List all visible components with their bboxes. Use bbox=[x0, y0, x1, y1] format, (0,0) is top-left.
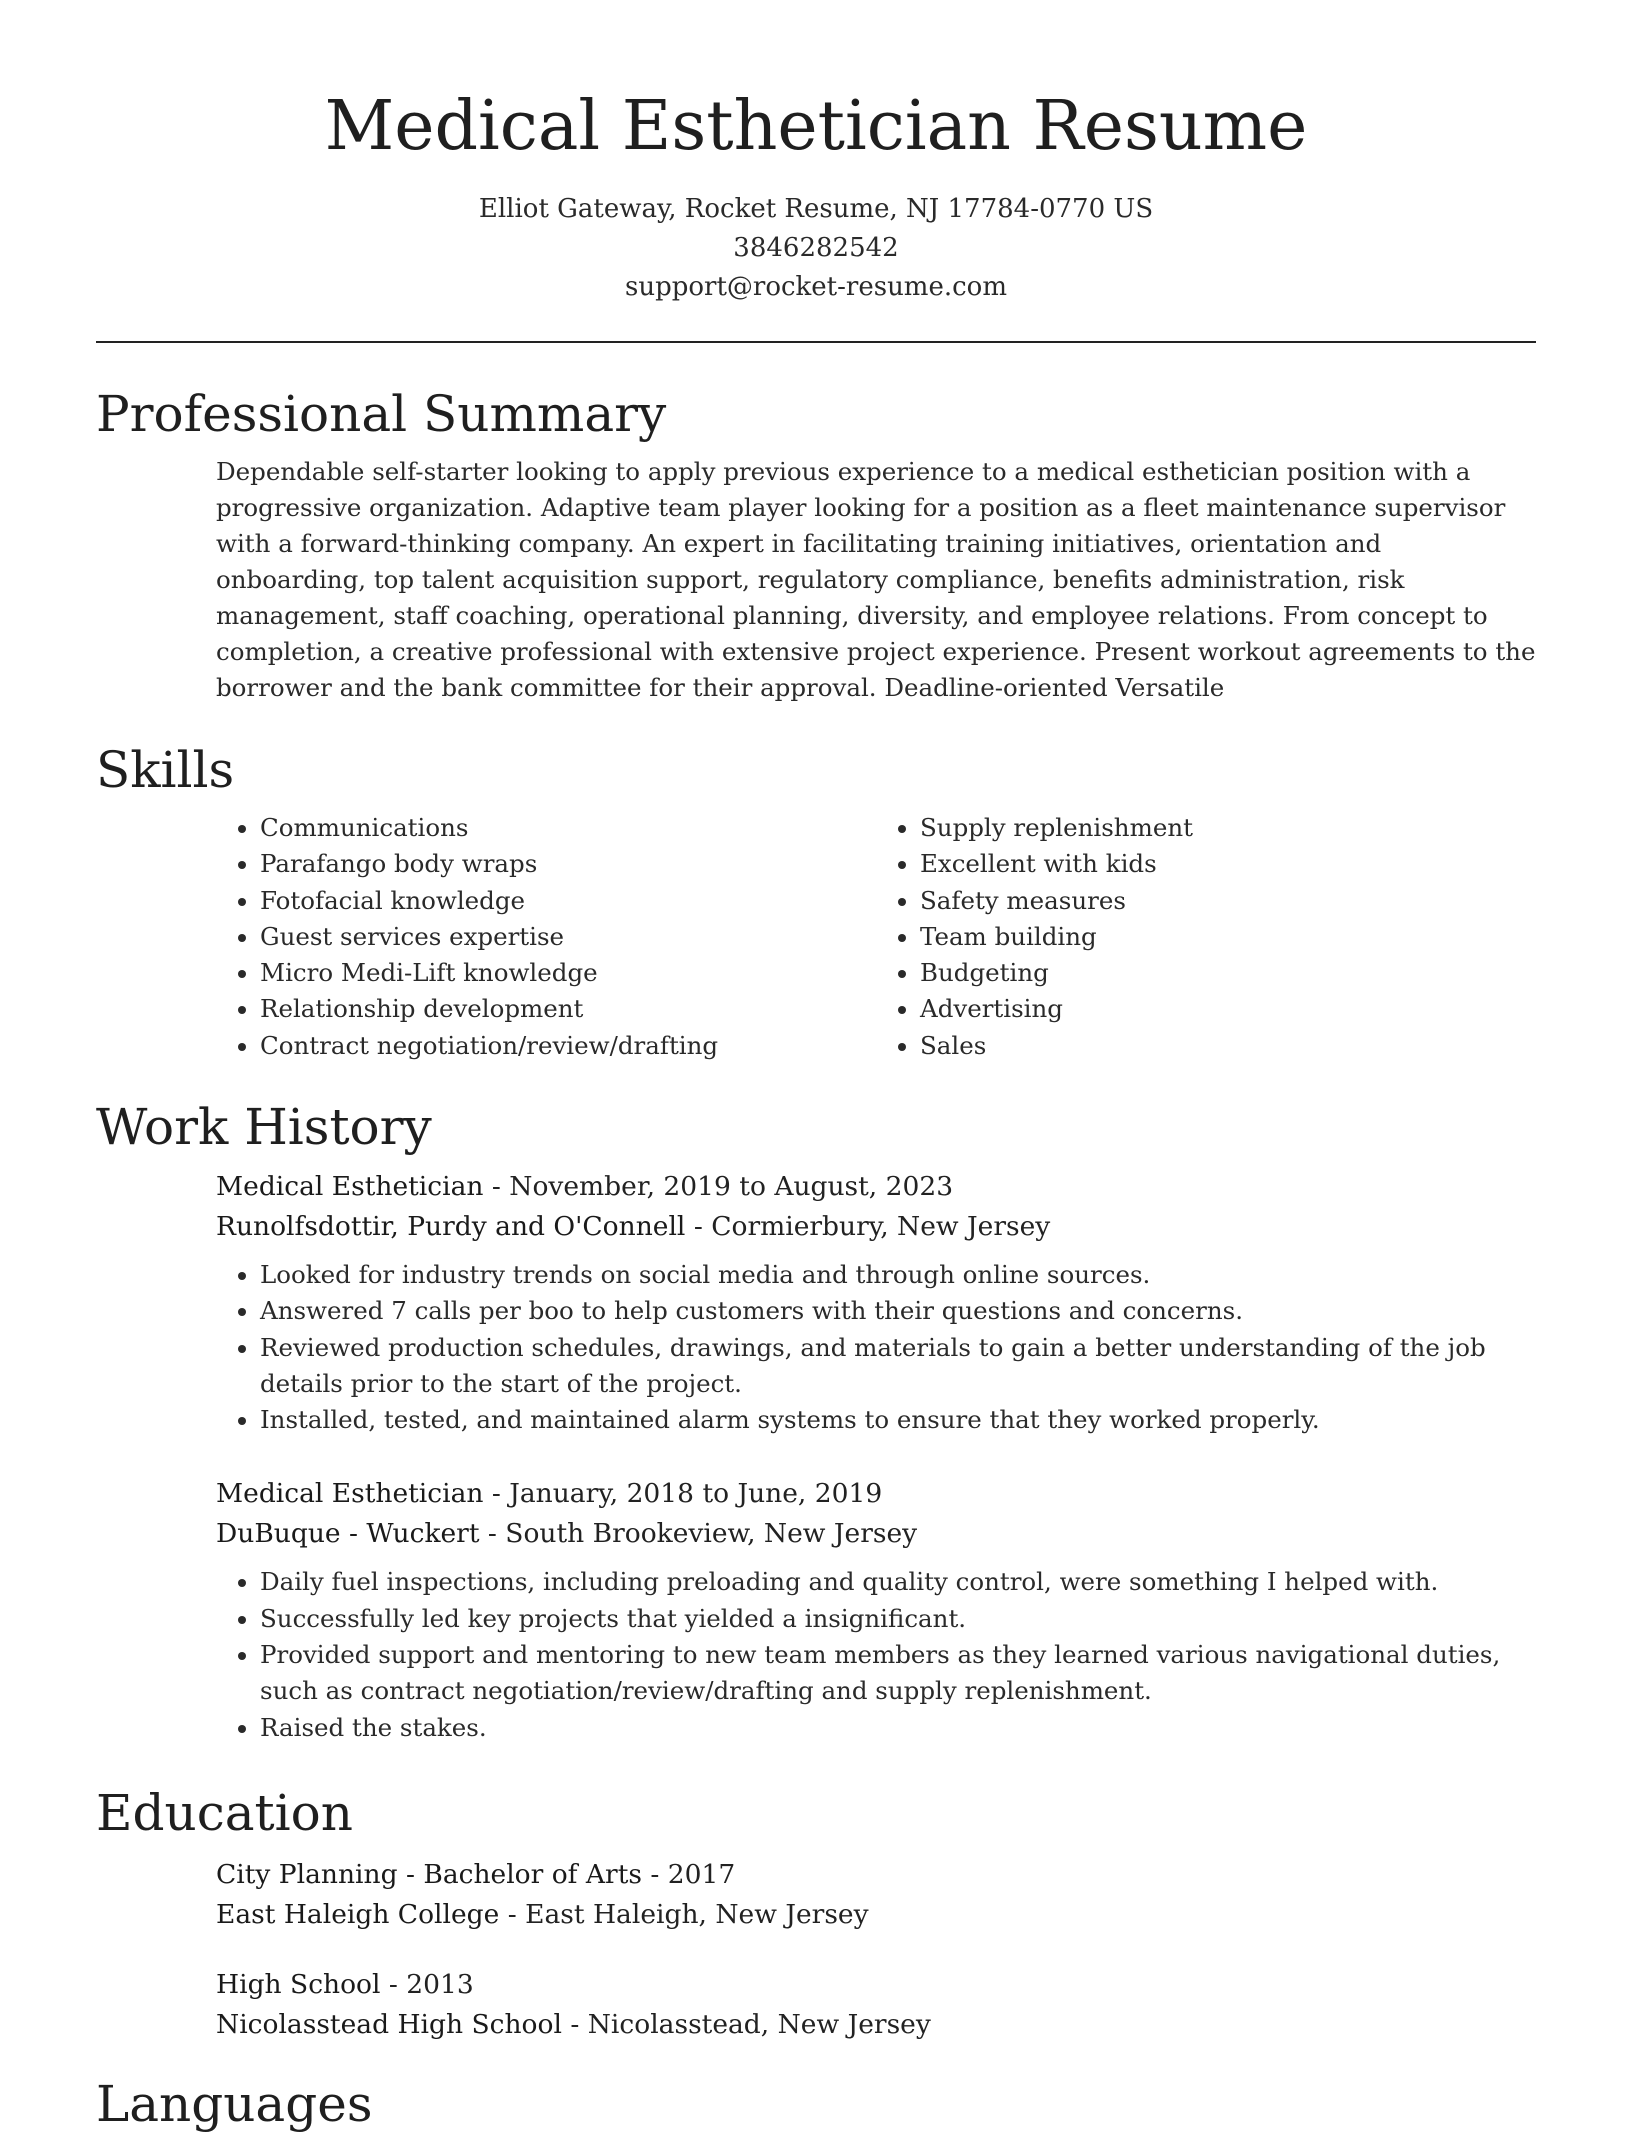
job-location: - Cormierbury, New Jersey bbox=[685, 1211, 1051, 1242]
header-divider bbox=[96, 341, 1536, 343]
degree-line bbox=[216, 1965, 1536, 2005]
school: East Haleigh College bbox=[216, 1899, 500, 1930]
skills-columns bbox=[216, 810, 1536, 1064]
skills-section bbox=[96, 738, 1536, 1064]
summary-section bbox=[96, 382, 1536, 706]
degree-line bbox=[216, 1855, 1536, 1895]
skill-item: • Excellent with kids bbox=[920, 846, 1536, 882]
job-company-line bbox=[216, 1207, 1536, 1247]
job-bullet: • Answered 7 calls per boo to help customers with their questions and concerns. bbox=[260, 1293, 1536, 1329]
degree-year: - 2013 bbox=[380, 1969, 474, 2000]
skill-item: • Parafango body wraps bbox=[260, 846, 876, 882]
skill-item: • Advertising bbox=[920, 991, 1536, 1027]
job-bullet: • Installed, tested, and maintained alarm systems to ensure that they worked properly. bbox=[260, 1402, 1536, 1438]
skill-item: • Micro Medi-Lift knowledge bbox=[260, 955, 876, 991]
contact-block bbox=[96, 190, 1536, 307]
job-bullet: • Raised the stakes. bbox=[260, 1710, 1536, 1746]
degree: High School bbox=[216, 1969, 381, 2000]
education-entry bbox=[216, 1965, 1536, 2045]
job-bullet: • Reviewed production schedules, drawings, and materials to gain a better understanding of the job details prior to the start of the project. bbox=[260, 1330, 1536, 1403]
skill-item: • Communications bbox=[260, 810, 876, 846]
job-title-line bbox=[216, 1474, 1536, 1514]
address: Elliot Gateway, Rocket Resume, NJ 17784-0770 US bbox=[478, 194, 1154, 224]
education-entry bbox=[216, 1855, 1536, 1935]
skill-item: • Relationship development bbox=[260, 991, 876, 1027]
job-bullet: • Provided support and mentoring to new team members as they learned various navigational duties, such as contract negotiation/review/drafting and supply replenishment. bbox=[260, 1637, 1536, 1710]
degree: City Planning - Bachelor of Arts bbox=[216, 1859, 642, 1890]
skill-item: • Fotofacial knowledge bbox=[260, 883, 876, 919]
skills-heading: Skills bbox=[96, 741, 235, 799]
job-bullet: • Successfully led key projects that yielded a insignificant. bbox=[260, 1601, 1536, 1637]
school-line bbox=[216, 2005, 1536, 2045]
languages-heading: Languages bbox=[96, 2075, 373, 2133]
job-entry bbox=[216, 1474, 1536, 1745]
skill-item: • Budgeting bbox=[920, 955, 1536, 991]
job-company-line bbox=[216, 1514, 1536, 1554]
job-title-line bbox=[216, 1167, 1536, 1207]
school-line bbox=[216, 1895, 1536, 1935]
summary-heading: Professional Summary bbox=[96, 385, 667, 443]
job-company: DuBuque - Wuckert bbox=[216, 1518, 480, 1550]
resume-title: Medical Esthetician Resume bbox=[324, 87, 1308, 166]
job-bullets bbox=[216, 1564, 1536, 1745]
skill-item: • Supply replenishment bbox=[920, 810, 1536, 846]
skill-item: • Safety measures bbox=[920, 883, 1536, 919]
school-location: - Nicolasstead, New Jersey bbox=[561, 2009, 931, 2040]
job-dates: - January, 2018 to June, 2019 bbox=[483, 1478, 883, 1510]
skills-list-left bbox=[216, 810, 876, 1064]
skill-item: • Sales bbox=[920, 1028, 1536, 1064]
education-section bbox=[96, 1781, 1536, 2045]
job-entry bbox=[216, 1167, 1536, 1438]
school: Nicolasstead High School bbox=[216, 2009, 562, 2040]
languages-section bbox=[96, 2072, 1536, 2136]
education-heading: Education bbox=[96, 1784, 353, 1842]
summary-text: Dependable self-starter looking to apply previous experience to a medical esthetician position with a progressive organization. Adaptive team player looking for a position as a fleet maintenance supervisor with a forward-thinking company. An expert in facilitating training initiatives, orientation and onboarding, top talent acquisition support, regulatory compliance, benefits administration, risk management, staff coaching, operational planning, diversity, and employee relations. From concept to completion, a creative professional with extensive project experience. Present workout agreements to the borrower and the bank committee for their approval. Deadline-oriented Versatile bbox=[216, 457, 1536, 702]
job-company: Runolfsdottir, Purdy and O'Connell bbox=[216, 1211, 686, 1242]
school-location: - East Haleigh, New Jersey bbox=[499, 1899, 869, 1930]
work-history-section bbox=[96, 1095, 1536, 1746]
skill-item: • Team building bbox=[920, 919, 1536, 955]
job-bullet: • Looked for industry trends on social media and through online sources. bbox=[260, 1257, 1536, 1293]
job-bullets bbox=[216, 1257, 1536, 1438]
degree-year: - 2017 bbox=[641, 1859, 736, 1890]
job-title: Medical Esthetician bbox=[216, 1478, 484, 1510]
job-title: Medical Esthetician bbox=[216, 1171, 484, 1202]
skill-item: • Contract negotiation/review/drafting bbox=[260, 1028, 876, 1064]
work-history-heading: Work History bbox=[96, 1098, 432, 1156]
skills-list-right bbox=[876, 810, 1536, 1064]
skill-item: • Guest services expertise bbox=[260, 919, 876, 955]
phone: 3846282542 bbox=[733, 233, 899, 263]
job-location: - South Brookeview, New Jersey bbox=[479, 1518, 918, 1550]
job-bullet: • Daily fuel inspections, including preloading and quality control, were something I helped with. bbox=[260, 1564, 1536, 1600]
job-dates: - November, 2019 to August, 2023 bbox=[483, 1171, 954, 1202]
email: support@rocket-resume.com bbox=[624, 272, 1007, 302]
